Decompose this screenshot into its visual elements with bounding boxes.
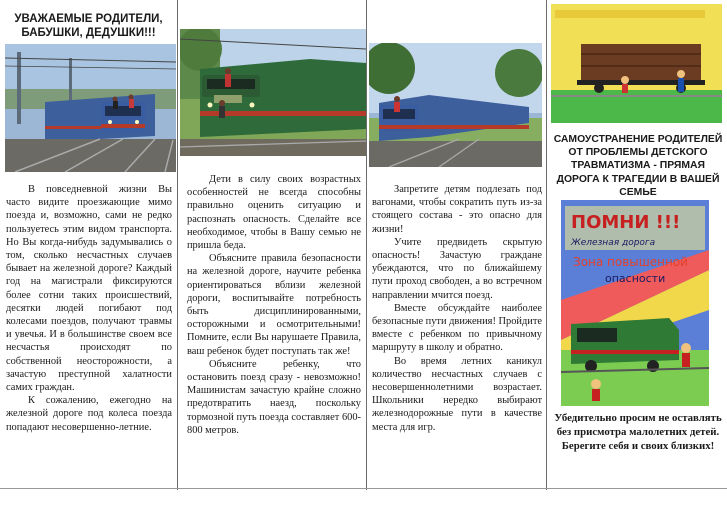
col2-paragraph: Объясните правила безопасности на железной дороге, научите ребенка ориентироваться вблизи железной дороги, воспитывайте потребность быть дисциплинированными, осторожными и осмотрительными! Помните, если Вы нарушаете Правила, ваш ребенок будет поступать так же! — [187, 253, 361, 357]
col3-paragraph: Вместе обсуждайте наиболее безопасные пути движения! Пройдите вместе с ребенком по привычному маршруту в школу и обратно. — [372, 302, 542, 354]
col1-body — [6, 183, 172, 434]
poster-line-3: Зона повышенной — [573, 255, 688, 269]
col2-body — [187, 173, 361, 437]
closing-appeal: Убедительно просим не оставлять без присмотра малолетних детей. Берегите себя и своих близких! — [554, 412, 722, 452]
poster-line-4: опасности — [605, 272, 666, 285]
greeting-heading: УВАЖАЕМЫЕ РОДИТЕЛИ, БАБУШКИ, ДЕДУШКИ!!! — [14, 13, 163, 39]
poster-remember: ПОМНИ !!! — [571, 212, 681, 233]
col1-paragraph: В повседневной жизни Вы часто видите проезжающие мимо поезда и, возможно, сами не редко пользуетесь этим видом транспорта. Но Вы когда-нибудь задумывались о том, сколько несчастных случаев бывает на железной дороге? Каждый год на магистрали фиксируются более сотни таких происшествий, десятки людей погибают под колесами поездов, получают травмы и увечья. И в большинстве своем все несчастья происходят по собственной неосторожности, а зачастую преступной халатности самих граждан. — [6, 184, 172, 394]
train-photo-3 — [369, 43, 542, 167]
col3-body — [372, 183, 542, 434]
col2-paragraph: Объясните ребенку, что остановить поезд сразу - невозможно! Машинистам зачастую крайне сложно предотвратить наезд, поскольку тормозной путь поезда составляет 600-800 метров. — [187, 358, 361, 436]
col3-paragraph: Запретите детям подлезать под вагонами, чтобы сократить путь из-за стоящего состава - это опасно для жизни! — [372, 184, 542, 235]
child-drawing-bottom — [561, 200, 709, 406]
child-drawing-top — [551, 4, 722, 123]
bottom-rule — [0, 488, 727, 489]
column-divider — [177, 0, 178, 490]
warning-headline: САМОУСТРАНЕНИЕ РОДИТЕЛЕЙ ОТ ПРОБЛЕМЫ ДЕТСКОГО ТРАВМАТИЗМА - ПРЯМАЯ ДОРОГА К ТРАГЕДИИ В ВАШЕЙ СЕМЬЕ — [553, 134, 723, 198]
column-divider — [546, 0, 547, 490]
col2-paragraph: Дети в силу своих возрастных особенностей не всегда способны правильно оценить ситуацию и распознать опасность. Сделайте все необходимое, чтобы в Вашу семью не пришла беда. — [187, 174, 361, 252]
col3-paragraph: Учите предвидеть скрытую опасность! Зачастую граждане убеждаются, что по ближайшему пути проход свободен, а во встречном направлении мчится поезд. — [372, 236, 542, 301]
column-divider — [366, 0, 367, 490]
col1-paragraph: К сожалению, ежегодно на железной дороге под колеса поезда попадают несовершенно-летние. — [6, 395, 172, 433]
col3-paragraph: Во время летних каникул количество несчастных случаев с несовершеннолетними возрастает. Школьники нередко выбирают железнодорожные пути в качестве места для игр. — [372, 355, 542, 433]
poster-line-2: Железная дорога — [571, 238, 656, 248]
train-photo-1 — [5, 44, 176, 172]
train-photo-2 — [180, 29, 366, 156]
